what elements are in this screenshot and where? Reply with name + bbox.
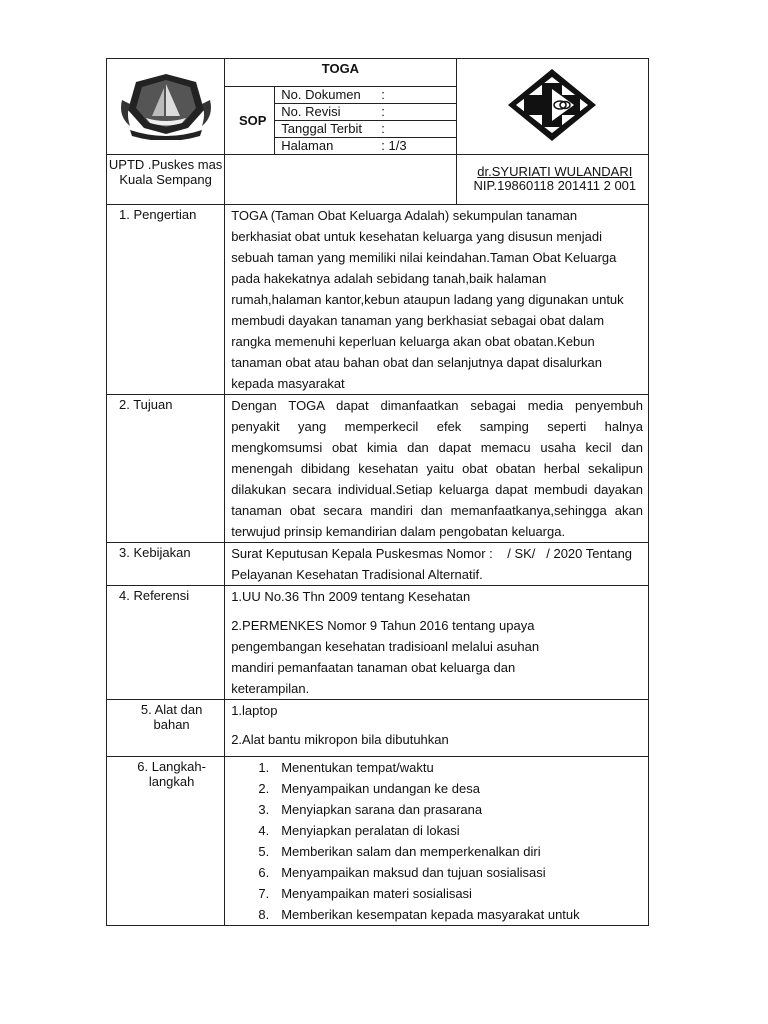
signer-nip: NIP.19860118 201411 2 001 [473, 178, 637, 193]
meta-tanggal-terbit: Tanggal Terbit : [275, 121, 456, 138]
meta-halaman: Halaman : 1/3 [275, 138, 456, 155]
institution-name: UPTD .Puskes mas Kuala Sempang [107, 155, 225, 205]
section-label-alat: 5. Alat dan bahan [107, 700, 225, 757]
meta-no-dokumen: No. Dokumen : [275, 87, 456, 104]
list-item: 3. Menyiapkan sarana dan prasarana [258, 802, 483, 817]
section-body-alat [225, 700, 649, 757]
document-title: TOGA [225, 59, 456, 87]
sop-label: SOP [225, 87, 275, 155]
regency-emblem-icon [116, 70, 216, 140]
referensi-item-1: 1.UU No.36 Thn 2009 tentang Kesehatan [231, 589, 471, 604]
section-label-kebijakan: 3. Kebijakan [107, 543, 225, 586]
list-item: 5. Memberikan salam dan memperkenalkan diri [258, 844, 541, 859]
sop-table [106, 58, 649, 926]
list-item: 2. Menyampaikan undangan ke desa [258, 781, 480, 796]
section-label-tujuan: 2. Tujuan [107, 395, 225, 543]
section-body-langkah [225, 757, 649, 926]
signer-name: dr.SYURIATI WULANDARI [477, 164, 633, 179]
section-label-referensi: 4. Referensi [107, 586, 225, 700]
sop-document [106, 58, 649, 926]
right-logo-cell [456, 59, 648, 155]
section-label-pengertian: 1. Pengertian [107, 205, 225, 395]
tujuan-text: Dengan TOGA dapat dimanfaatkan sebagai media penyembuh penyakit yang memperkecil efek samping seperti halnya mengkomsumsi obat kimia dan dapat memacu usaha kecil dan menengah dibidang kesehatan yaitu obat obatan herbal sekalipun dilakukan secara individual.Setiap keluarga dapat membudi dayakan tanaman obat secara mandiri dan memanfaatkanya,sehingga akan terwujud prinsip kemandirian dalam pengobatan keluarga. [231, 398, 643, 539]
blank-cell [225, 155, 456, 205]
list-item: 7. Menyampaikan materi sosialisasi [258, 886, 472, 901]
puskesmas-cross-logo-icon [504, 67, 600, 143]
alat-item-1: 1.laptop [231, 703, 278, 718]
list-item: 6. Menyampaikan maksud dan tujuan sosialisasi [258, 865, 546, 880]
left-logo-cell [107, 59, 225, 155]
section-body-pengertian [225, 205, 649, 395]
section-body-referensi [225, 586, 649, 700]
steps-list [231, 757, 643, 925]
section-body-tujuan [225, 395, 649, 543]
section-label-langkah: 6. Langkah-langkah [107, 757, 225, 926]
list-item: 1. Menentukan tempat/waktu [258, 760, 434, 775]
section-body-kebijakan [225, 543, 649, 586]
signature-block [456, 155, 648, 205]
alat-item-2: 2.Alat bantu mikropon bila dibutuhkan [231, 732, 449, 747]
list-item: 8. Memberikan kesempatan kepada masyarakat untuk [258, 907, 580, 922]
referensi-item-2: 2.PERMENKES Nomor 9 Tahun 2016 tentang upaya pengembangan kesehatan tradisioanl melalui asuhan mandiri pemanfaatan tanaman obat keluarga dan keterampilan. [231, 618, 540, 696]
meta-no-revisi: No. Revisi : [275, 104, 456, 121]
pengertian-text: TOGA (Taman Obat Keluarga Adalah) sekumpulan tanaman berkhasiat obat untuk kesehatan keluarga yang disusun menjadi sebuah taman yang memiliki nilai keindahan.Taman Obat Keluarga pada hakekatnya adalah sebidang tanah,baik halaman rumah,halaman kantor,kebun ataupun ladang yang digunakan untuk membudi dayakan tanaman yang berkhasiat sebagai obat dalam rangka memenuhi keperluan keluarga akan obat obatan.Kebun tanaman obat atau bahan obat dan selanjutnya dapat disalurkan kepada masyarakat [231, 208, 624, 391]
kebijakan-text: Surat Keputusan Kepala Puskesmas Nomor : / SK/ / 2020 Tentang Pelayanan Kesehatan Tradisional Alternatif. [231, 546, 636, 582]
list-item: 4. Menyiapkan peralatan di lokasi [258, 823, 460, 838]
